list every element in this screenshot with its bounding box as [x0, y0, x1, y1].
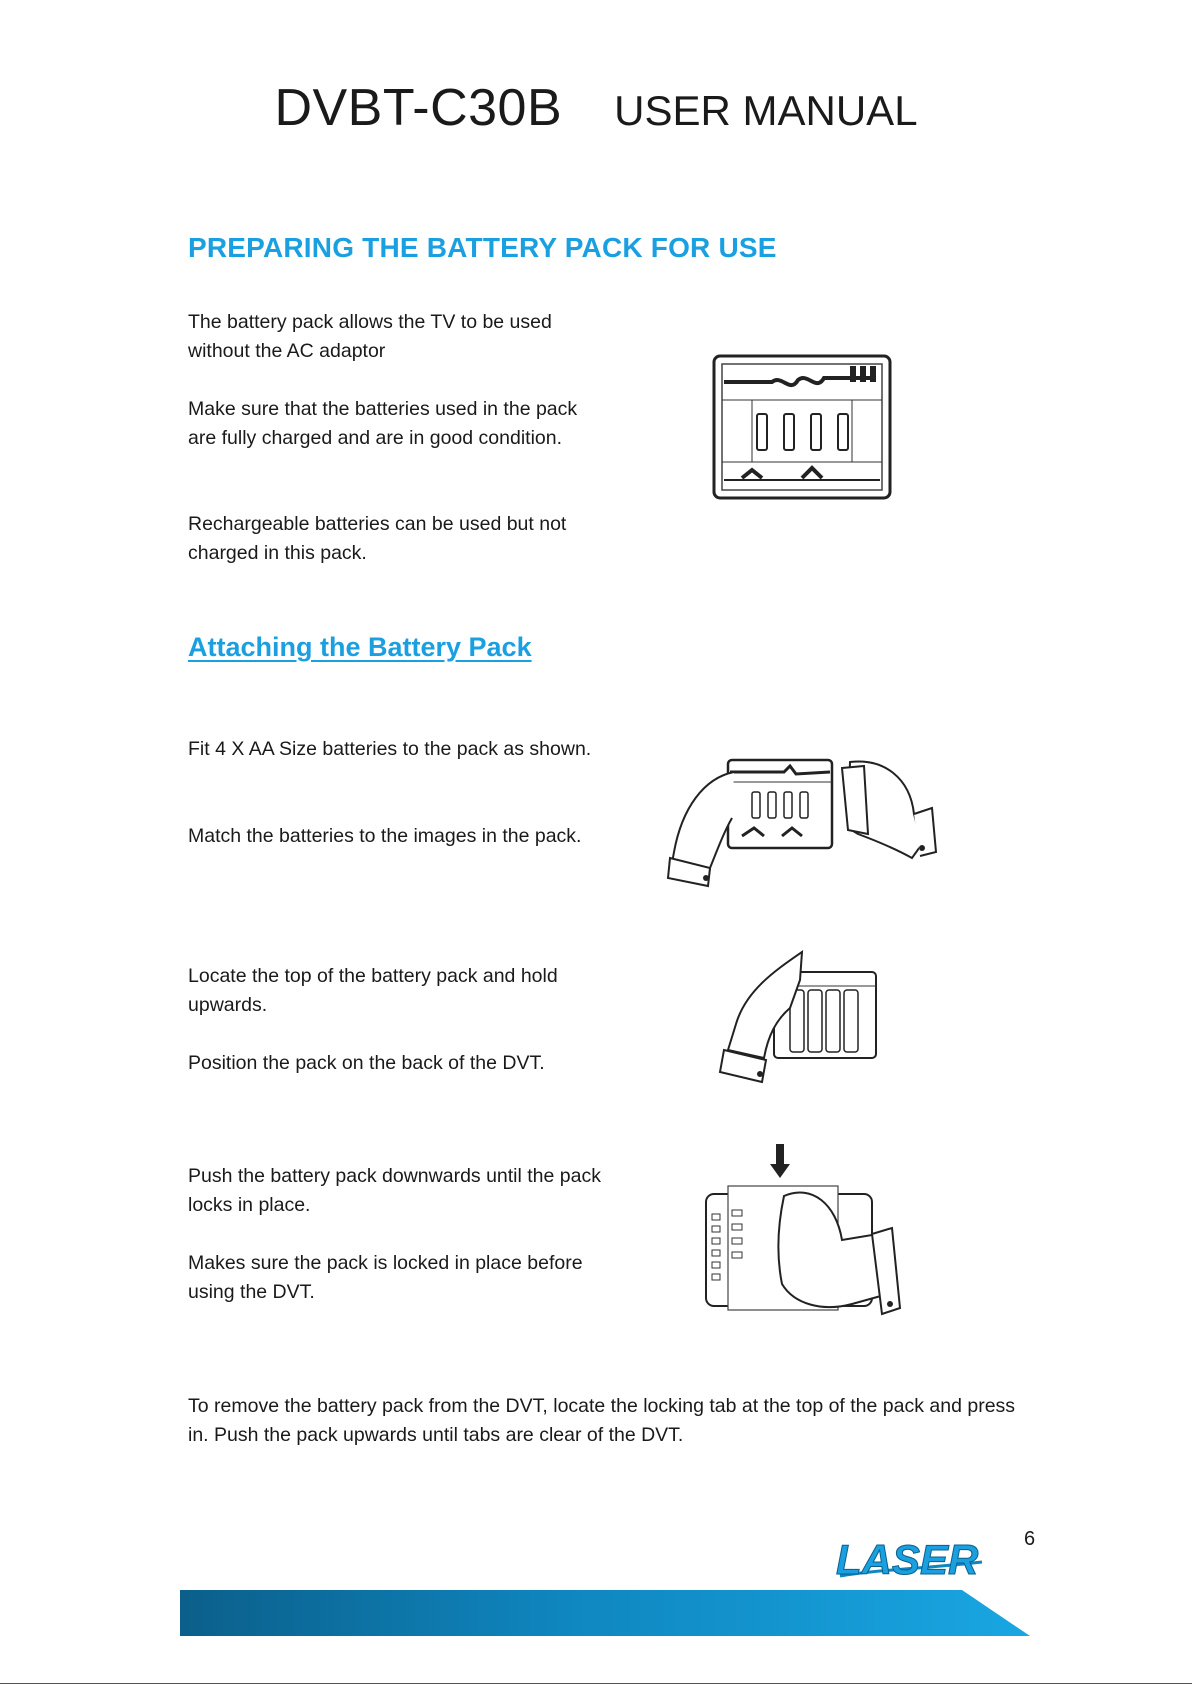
hold-pack-illustration	[716, 950, 886, 1090]
push-pack-illustration	[702, 1144, 902, 1319]
footer-bar	[180, 1590, 1030, 1636]
intro-paragraph-1: The battery pack allows the TV to be used without the AC adaptor	[188, 311, 552, 362]
attaching-heading: Attaching the Battery Pack	[188, 632, 532, 662]
step3-paragraph-2: Makes sure the pack is locked in place before using the DVT.	[188, 1252, 583, 1303]
svg-text:LASER: LASER	[836, 1536, 979, 1583]
step1-paragraph-1: Fit 4 X AA Size batteries to the pack as shown.	[188, 738, 592, 760]
page-edge-rule	[0, 1683, 1192, 1684]
removal-paragraph: To remove the battery pack from the DVT, locate the locking tab at the top of the pack and press in. Push the pack upwards until tabs are clear of the DVT.	[188, 1395, 1016, 1446]
section-heading: PREPARING THE BATTERY PACK FOR USE	[188, 232, 777, 263]
step1-paragraph-2: Match the batteries to the images in the pack.	[188, 825, 582, 847]
laser-logo	[832, 1532, 1002, 1592]
battery-pack-illustration	[712, 354, 892, 500]
fit-batteries-illustration	[664, 748, 944, 888]
manual-label: USER MANUAL	[614, 87, 918, 134]
step3-paragraph-1: Push the battery pack downwards until the pack locks in place.	[188, 1165, 601, 1216]
step2-paragraph-2: Position the pack on the back of the DVT.	[188, 1052, 545, 1074]
page-number: 6	[1024, 1528, 1036, 1550]
model-name: DVBT-C30B	[274, 79, 563, 137]
intro-paragraph-3: Rechargeable batteries can be used but not charged in this pack.	[188, 513, 567, 564]
intro-paragraph-2: Make sure that the batteries used in the pack are fully charged and are in good condition.	[188, 398, 578, 449]
step2-paragraph-1: Locate the top of the battery pack and hold upwards.	[188, 965, 558, 1016]
page-title	[0, 78, 1192, 138]
